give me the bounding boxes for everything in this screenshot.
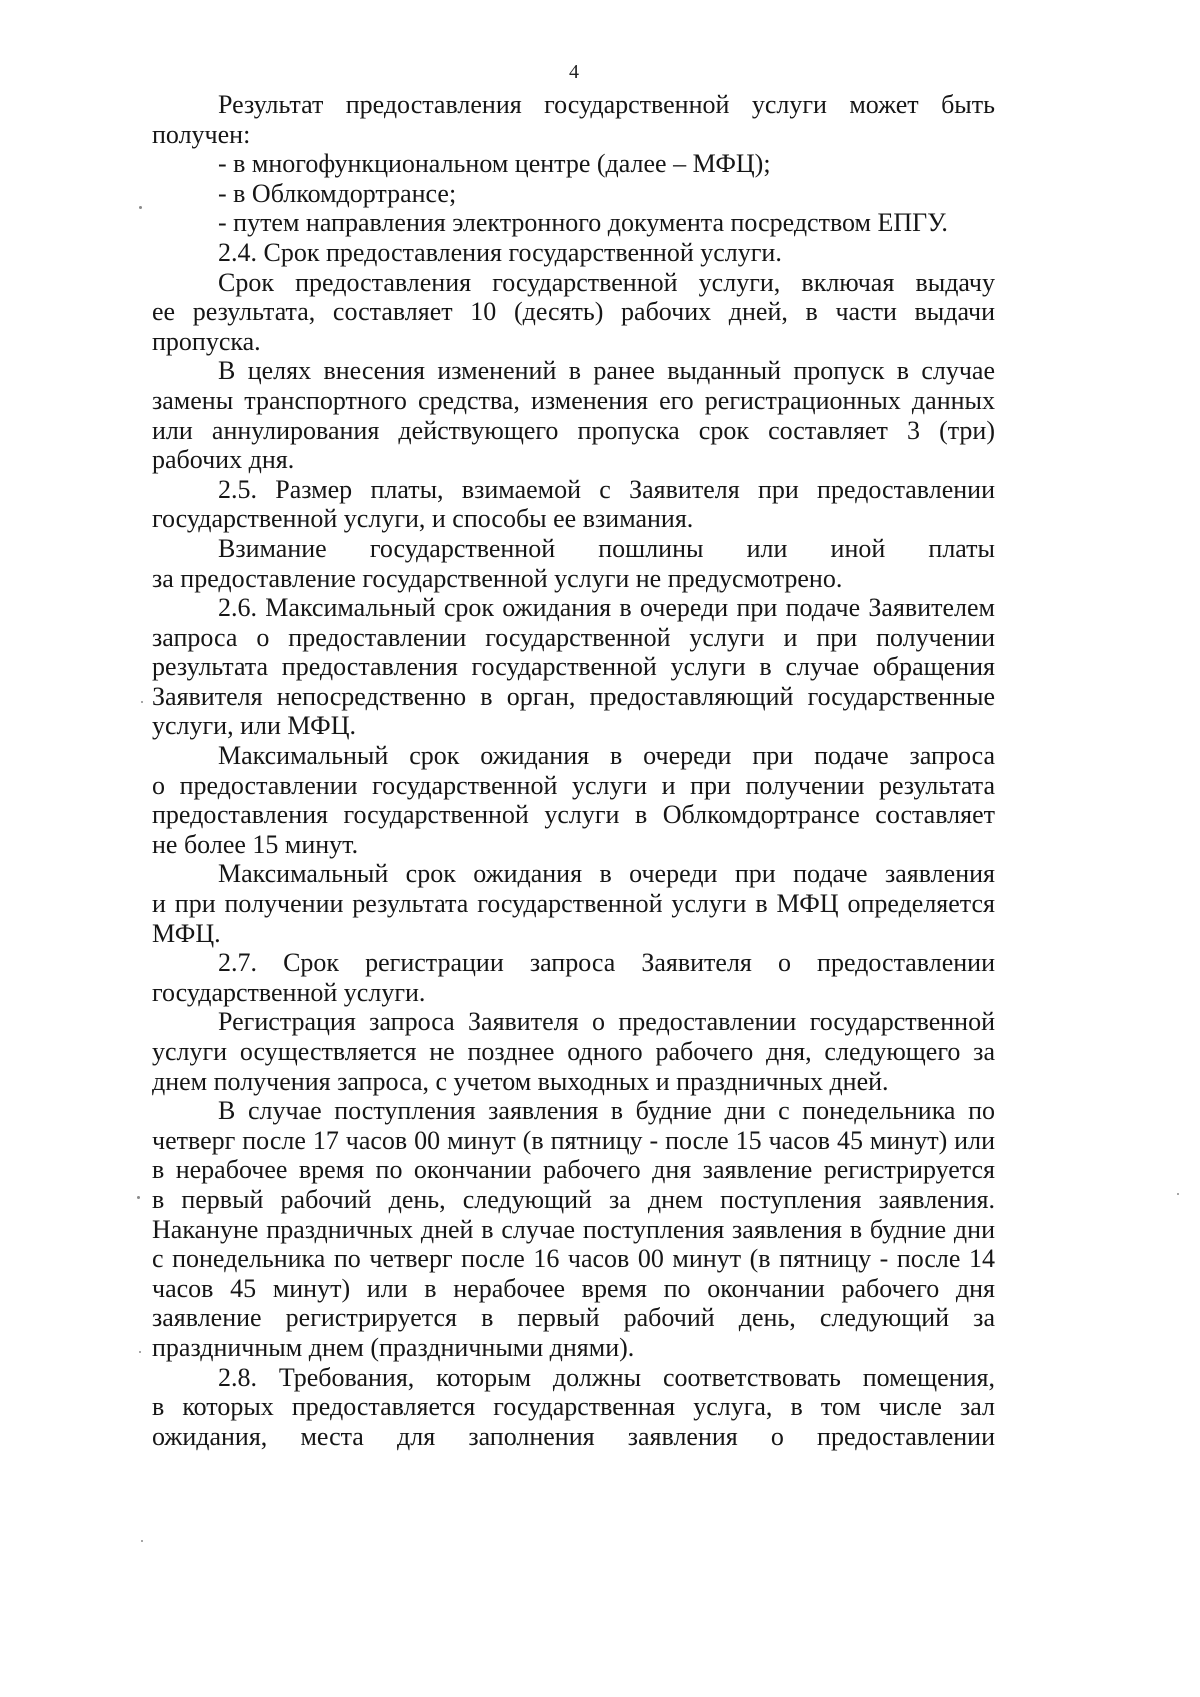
text-line (152, 1363, 995, 1393)
text-line-content: Заявителя непосредственно в орган, предоставляющий государственные (152, 681, 995, 711)
text-line (152, 1333, 995, 1363)
paragraph (152, 534, 995, 593)
text-line (152, 564, 995, 594)
text-line (152, 534, 995, 564)
paragraph (152, 1007, 995, 1096)
text-line-content: пропуска. (152, 326, 261, 356)
paragraph (152, 268, 995, 357)
text-line-content: 2.7. Срок регистрации запроса Заявителя о предоставлении (218, 948, 995, 978)
text-line-content: днем получения запроса, с учетом выходных и праздничных дней. (152, 1066, 889, 1096)
scan-speck (141, 701, 143, 703)
paragraph (152, 90, 995, 149)
scan-speck (139, 1351, 141, 1353)
text-line (152, 771, 995, 801)
paragraph (152, 475, 995, 534)
text-line-content: 2.4. Срок предоставления государственной услуги. (218, 237, 782, 267)
text-line-content: - в Облкомдортрансе; (218, 178, 457, 208)
text-line (152, 1392, 995, 1422)
text-line-content: государственной услуги, и способы ее взимания. (152, 504, 694, 534)
text-line-content: замены транспортного средства, изменения его регистрационных данных (152, 385, 995, 415)
page-number: 4 (569, 61, 579, 83)
text-line-content: рабочих дня. (152, 445, 295, 475)
text-line (152, 889, 995, 919)
text-line (152, 1274, 995, 1304)
text-line-content: с понедельника по четверг после 16 часов 00 минут (в пятницу - после 14 (152, 1244, 995, 1274)
paragraph (152, 1363, 995, 1452)
text-line (152, 1185, 995, 1215)
text-line (152, 711, 995, 741)
text-line (152, 859, 995, 889)
text-line-content: четверг после 17 часов 00 минут (в пятницу - после 15 часов 45 минут) или (152, 1125, 995, 1155)
text-line (152, 1126, 995, 1156)
text-line (152, 297, 995, 327)
paragraph (152, 356, 995, 474)
text-line (152, 919, 995, 949)
text-line (152, 327, 995, 357)
paragraph (152, 208, 995, 238)
text-line-content: Регистрация запроса Заявителя о предоставлении государственной (218, 1007, 995, 1037)
text-line-content: не более 15 минут. (152, 829, 359, 859)
text-line-content: о предоставлении государственной услуги и при получении результата (152, 770, 995, 800)
text-line-content: 2.8. Требования, которым должны соответствовать помещения, (218, 1362, 995, 1392)
paragraph (152, 948, 995, 1007)
text-line-content: Накануне праздничных дней в случае поступления заявления в будние дни (152, 1214, 995, 1244)
text-line-content: Взимание государственной пошлины или иной платы (218, 533, 995, 563)
text-line-content: В целях внесения изменений в ранее выданный пропуск в случае (218, 356, 995, 386)
text-line-content: за предоставление государственной услуги не предусмотрено. (152, 563, 843, 593)
text-line (152, 238, 995, 268)
text-line (152, 948, 995, 978)
paragraph (152, 859, 995, 948)
document-body (152, 90, 995, 1451)
scan-speck (137, 1196, 140, 1199)
text-line-content: В случае поступления заявления в будние дни с понедельника по (218, 1096, 995, 1126)
text-line-content: услуги осуществляется не позднее одного рабочего дня, следующего за (152, 1037, 995, 1066)
text-line-content: праздничным днем (праздничными днями). (152, 1332, 635, 1362)
text-line (152, 208, 995, 238)
text-line (152, 741, 995, 771)
text-line (152, 1244, 995, 1274)
text-line-content: - в многофункциональном центре (далее – МФЦ); (218, 149, 771, 179)
text-line-content: в первый рабочий день, следующий за днем поступления заявления. (152, 1184, 995, 1214)
text-line (152, 1422, 995, 1452)
text-line (152, 504, 995, 534)
scan-speck (139, 206, 142, 209)
text-line (152, 1067, 995, 1097)
text-line-content: в нерабочее время по окончании рабочего дня заявление регистрируется (152, 1155, 995, 1185)
text-line-content: ожидания, места для заполнения заявления о предоставлении (152, 1421, 995, 1451)
text-line (152, 623, 995, 653)
text-line (152, 120, 995, 150)
text-line-content: 2.6. Максимальный срок ожидания в очереди при подаче Заявителем (218, 593, 995, 623)
paragraph (152, 593, 995, 741)
scan-speck (1177, 1193, 1179, 1195)
scan-speck (141, 1540, 143, 1542)
text-line (152, 652, 995, 682)
text-line-content: и при получении результата государственной услуги в МФЦ определяется (152, 889, 995, 919)
text-line (152, 1037, 995, 1067)
text-line (152, 1215, 995, 1245)
text-line-content: заявление регистрируется в первый рабочий день, следующий за (152, 1303, 995, 1333)
paragraph (152, 238, 995, 268)
paragraph (152, 149, 995, 179)
text-line-content: предоставления государственной услуги в Облкомдортрансе составляет (152, 800, 995, 830)
text-line (152, 179, 995, 209)
text-line-content: Максимальный срок ожидания в очереди при подаче заявления (218, 859, 995, 889)
text-line-content: Срок предоставления государственной услуги, включая выдачу (218, 267, 995, 297)
text-line-content: запроса о предоставлении государственной услуги и при получении (152, 622, 995, 652)
text-line-content: ее результата, составляет 10 (десять) рабочих дней, в части выдачи (152, 297, 995, 327)
text-line (152, 1096, 995, 1126)
text-line (152, 268, 995, 298)
text-line (152, 682, 995, 712)
text-line (152, 830, 995, 860)
text-line-content: государственной услуги. (152, 977, 426, 1007)
paragraph (152, 741, 995, 859)
text-line (152, 1155, 995, 1185)
paragraph (152, 179, 995, 209)
text-line-content: получен: (152, 119, 251, 149)
text-line (152, 386, 995, 416)
text-line-content: Результат предоставления государственной услуги может быть (218, 90, 995, 119)
text-line (152, 1303, 995, 1333)
text-line (152, 90, 995, 120)
text-line-content: - путем направления электронного документа посредством ЕПГУ. (218, 208, 948, 238)
text-line-content: Максимальный срок ожидания в очереди при подаче запроса (218, 741, 995, 771)
text-line (152, 149, 995, 179)
text-line-content: результата предоставления государственной услуги в случае обращения (152, 652, 995, 682)
text-line (152, 1007, 995, 1037)
text-line-content: часов 45 минут) или в нерабочее время по окончании рабочего дня (152, 1273, 995, 1303)
text-line (152, 978, 995, 1008)
text-line-content: услуги, или МФЦ. (152, 711, 356, 741)
text-line (152, 593, 995, 623)
text-line-content: 2.5. Размер платы, взимаемой с Заявителя при предоставлении (218, 474, 995, 504)
text-line (152, 445, 995, 475)
text-line (152, 356, 995, 386)
text-line (152, 416, 995, 446)
text-line-content: МФЦ. (152, 918, 221, 948)
text-line-content: или аннулирования действующего пропуска срок составляет 3 (три) (152, 415, 995, 445)
text-line (152, 800, 995, 830)
text-line-content: в которых предоставляется государственная услуга, в том числе зал (152, 1392, 995, 1422)
text-line (152, 475, 995, 505)
paragraph (152, 1096, 995, 1362)
